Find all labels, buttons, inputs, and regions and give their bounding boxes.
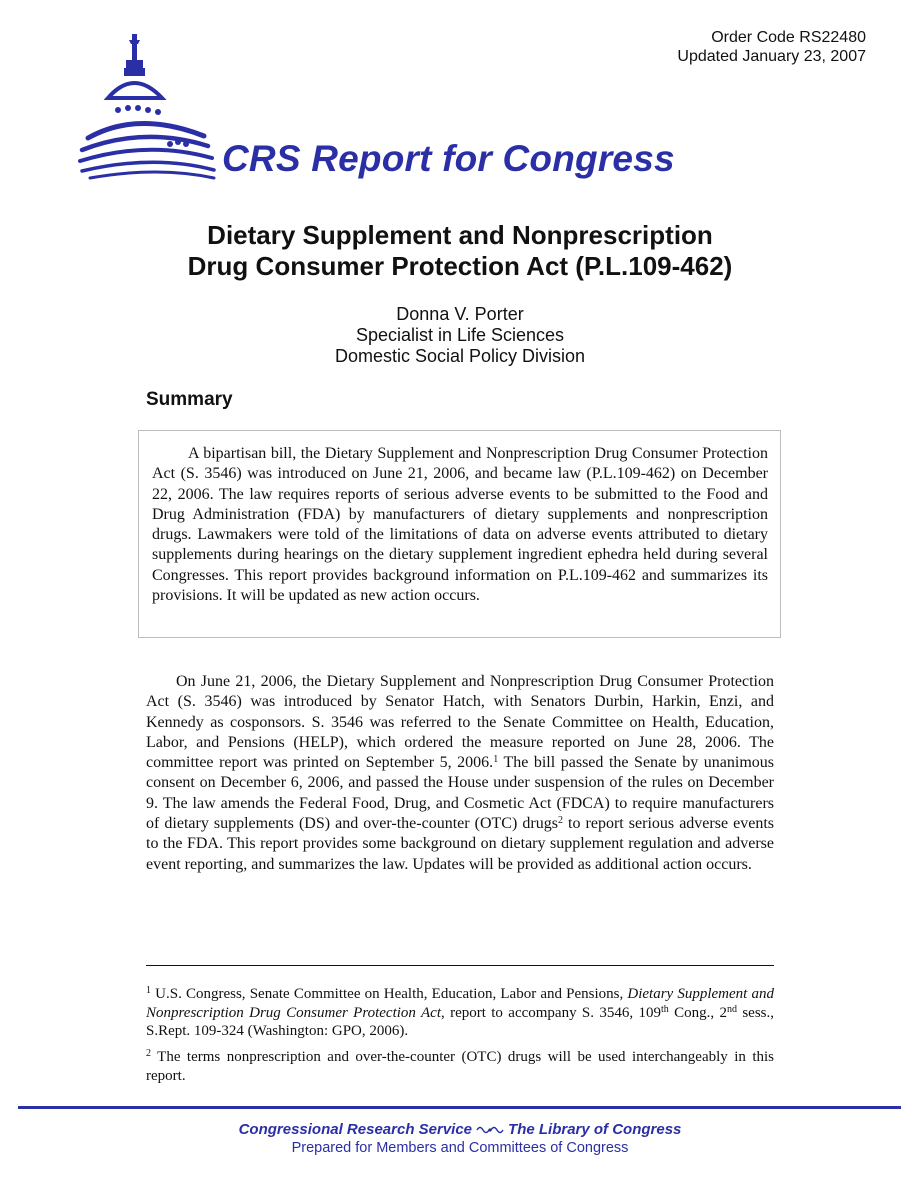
summary-heading: Summary bbox=[146, 389, 233, 410]
ornament-divider-icon bbox=[475, 1122, 505, 1139]
footnote-2 bbox=[146, 1048, 774, 1085]
report-title bbox=[0, 220, 920, 282]
footer-publisher bbox=[0, 1121, 920, 1139]
footnote-divider bbox=[146, 965, 774, 966]
author-position: Specialist in Life Sciences bbox=[355, 325, 565, 345]
author-block bbox=[0, 304, 920, 367]
title-line-2: Drug Consumer Protection Act (P.L.109-462) bbox=[187, 251, 733, 281]
brand-title: CRS Report for Congress bbox=[222, 138, 675, 179]
summary-box bbox=[138, 430, 781, 638]
summary-text: A bipartisan bill, the Dietary Supplement and Nonprescription Drug Consumer Protection Act (S. 3546) was introduced on June 21, 2006, and became law (P.L.109-462) on December 22, 2006. The law requires reports of serious adverse events to be submitted to the Food and Drug Administration (FDA) by manufacturers of dietary supplements and nonprescription drugs. Lawmakers were told of the limitations of data on adverse events attributed to dietary supplements during hearings on the dietary supplement ingredient ephedra held during several Congresses. This report provides background information on P.L.109-462 and summarizes its provisions. It will be updated as new action occurs. bbox=[152, 445, 768, 605]
title-line-1: Dietary Supplement and Nonprescription bbox=[207, 220, 713, 250]
footnote-1-cong: Cong., 2 bbox=[668, 1004, 727, 1021]
order-code: Order Code RS22480 bbox=[711, 29, 866, 46]
footnote-1-sup-th: th bbox=[660, 1003, 669, 1015]
footer-prepared: Prepared for Members and Committees of Congress bbox=[291, 1140, 629, 1156]
body-paragraph bbox=[146, 672, 774, 875]
author-division: Domestic Social Policy Division bbox=[334, 346, 586, 366]
order-code-block bbox=[677, 28, 866, 66]
footnote-1 bbox=[146, 985, 774, 1041]
footnote-1-lead: U.S. Congress, Senate Committee on Health, Education, Labor and Pensions, bbox=[151, 986, 628, 1002]
footnote-1-number: 1 bbox=[146, 985, 151, 996]
body-text-part-2: The bill passed the Senate by unanimous consent on December 6, 2006, and passed the House under suspension of the rules on December 9. The law amends the Federal Food, Drug, and Cosmetic Act (FDCA) to require manufacturers of dietary supplements (DS) and over-the-counter (OTC) drugs bbox=[146, 754, 775, 833]
footer-divider bbox=[18, 1106, 901, 1109]
body-text-part-1: On June 21, 2006, the Dietary Supplement and Nonprescription Drug Consumer Protection Act (S. 3546) was introduced by Senator Hatch, with Senators Durbin, Harkin, Enzi, and Kennedy as cosponsors. S. 3546 was referred to the Senate Committee on Health, Education, Labor, and Pensions (HELP), which ordered the measure reported on June 28, 2006. The committee report was printed on September 5, 2006. bbox=[146, 673, 774, 772]
body-text-part-3: to report serious adverse events to the FDA. This report provides some background on dietary supplement regulation and adverse event reporting, and summarizes the law. Updates will be provided as additional action occurs. bbox=[146, 815, 774, 873]
footnote-2-number: 2 bbox=[146, 1048, 151, 1059]
footer-library: The Library of Congress bbox=[508, 1121, 682, 1138]
footnote-1-tail: sess., S.Rept. 109-324 (Washington: GPO, 2006). bbox=[146, 1004, 775, 1039]
capitol-dome-icon bbox=[78, 28, 218, 185]
author-name: Donna V. Porter bbox=[396, 304, 524, 324]
footer-crs: Congressional Research Service bbox=[238, 1121, 473, 1138]
footnote-ref-2[interactable]: 2 bbox=[557, 815, 563, 827]
footnote-1-sup-nd: nd bbox=[726, 1003, 737, 1015]
footnote-ref-1[interactable]: 1 bbox=[493, 754, 499, 766]
footnote-1-mid: , report to accompany S. 3546, 109 bbox=[441, 1004, 661, 1021]
footnote-1-title: Dietary Supplement and Nonprescription Drug Consumer Protection Act bbox=[146, 986, 774, 1021]
updated-date: Updated January 23, 2007 bbox=[677, 48, 866, 65]
footnote-2-text: The terms nonprescription and over-the-counter (OTC) drugs will be used interchangeably in this report. bbox=[146, 1049, 774, 1084]
